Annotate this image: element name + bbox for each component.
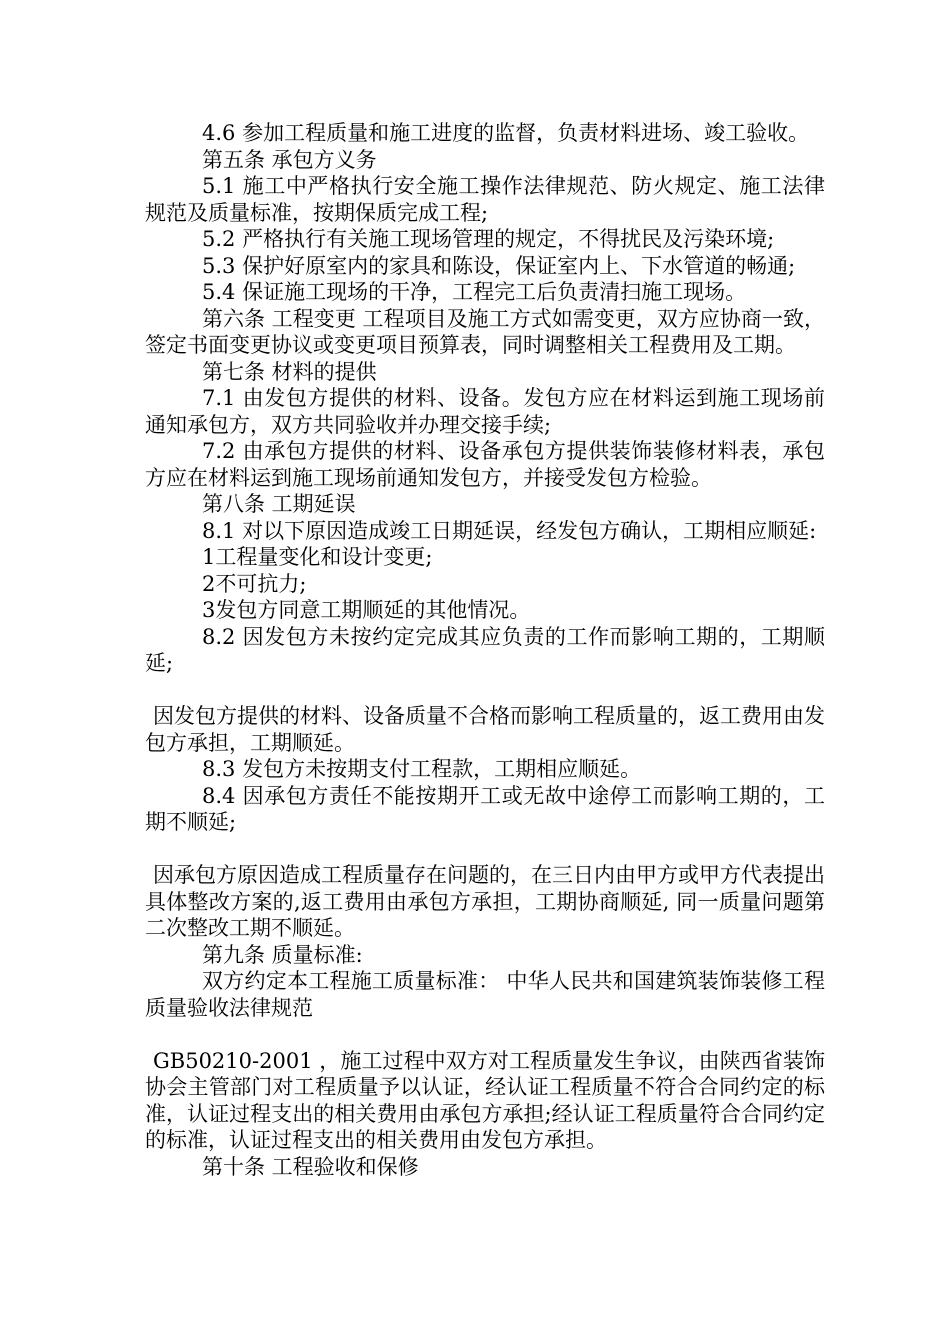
article-5-heading: 第五条 承包方义务	[202, 147, 377, 172]
article-9-standard: 双方约定本工程施工质量标准： 中华人民共和国建筑装饰装修工程质量验收法律规范	[145, 969, 825, 1020]
article-9-heading: 第九条 质量标准:	[202, 942, 363, 967]
clause-4-6: 4.6 参加工程质量和施工进度的监督，负责材料进场、竣工验收。	[202, 121, 810, 145]
clause-5-1: 5.1 施工中严格执行安全施工操作法律规范、防火规定、施工法律规范及质量标准，按期保质完成工程;	[145, 174, 825, 225]
clause-8-2: 8.2 因发包方未按约定完成其应负责的工作而影响工期的，工期顺延;	[145, 624, 825, 675]
clause-7-1: 7.1 由发包方提供的材料、设备。发包方应在材料运到施工现场前通知承包方，双方共同验收并办理交接手续;	[145, 386, 825, 437]
list-item-3: 3发包方同意工期顺延的其他情况。	[202, 598, 531, 622]
article-7-heading: 第七条 材料的提供	[202, 359, 377, 384]
article-6-paragraph: 第六条 工程变更 工程项目及施工方式如需变更，双方应协商一致，签定书面变更协议或变更项目预算表，同时调整相关工程费用及工期。	[145, 306, 825, 357]
clause-5-3: 5.3 保护好原室内的家具和陈设，保证室内上、下水管道的畅通;	[202, 253, 796, 278]
clause-8-2-continued: 因发包方提供的材料、设备质量不合格而影响工程质量的，返工费用由发包方承担，工期顺延。	[145, 704, 825, 755]
clause-5-4: 5.4 保证施工现场的干净，工程完工后负责清扫施工现场。	[202, 280, 747, 304]
contract-text-body	[145, 120, 825, 1180]
list-item-2: 2不可抗力;	[202, 571, 307, 596]
article-8-heading: 第八条 工期延误	[202, 492, 356, 516]
clause-8-1: 8.1 对以下原因造成竣工日期延误，经发包方确认，工期相应顺延:	[202, 518, 817, 543]
list-item-1: 1工程量变化和设计变更;	[202, 545, 433, 569]
clause-7-2: 7.2 由承包方提供的材料、设备承包方提供装饰装修材料表，承包方应在材料运到施工现场前通知发包方，并接受发包方检验。	[145, 439, 825, 490]
article-10-heading: 第十条 工程验收和保修	[202, 1154, 419, 1179]
clause-8-3: 8.3 发包方未按期支付工程款，工期相应顺延。	[202, 757, 642, 781]
clause-8-4: 8.4 因承包方责任不能按期开工或无故中途停工而影响工期的，工期不顺延;	[145, 783, 825, 834]
clause-5-2: 5.2 严格执行有关施工现场管理的规定，不得扰民及污染环境;	[202, 227, 775, 251]
clause-8-4-continued: 因承包方原因造成工程质量存在问题的，在三日内由甲方或甲方代表提出具体整改方案的,返工费用由承包方承担，工期协商顺延, 同一质量问题第二次整改工期不顺延。	[145, 863, 825, 940]
article-9-standard-detail: GB50210-2001 ，施工过程中双方对工程质量发生争议，由陕西省装饰协会主管部门对工程质量予以认证，经认证工程质量不符合合同约定的标准，认证过程支出的相关费用由承包方承担;经认证工程质量符合合同约定的标准，认证过程支出的相关费用由发包方承担。	[145, 1048, 825, 1152]
